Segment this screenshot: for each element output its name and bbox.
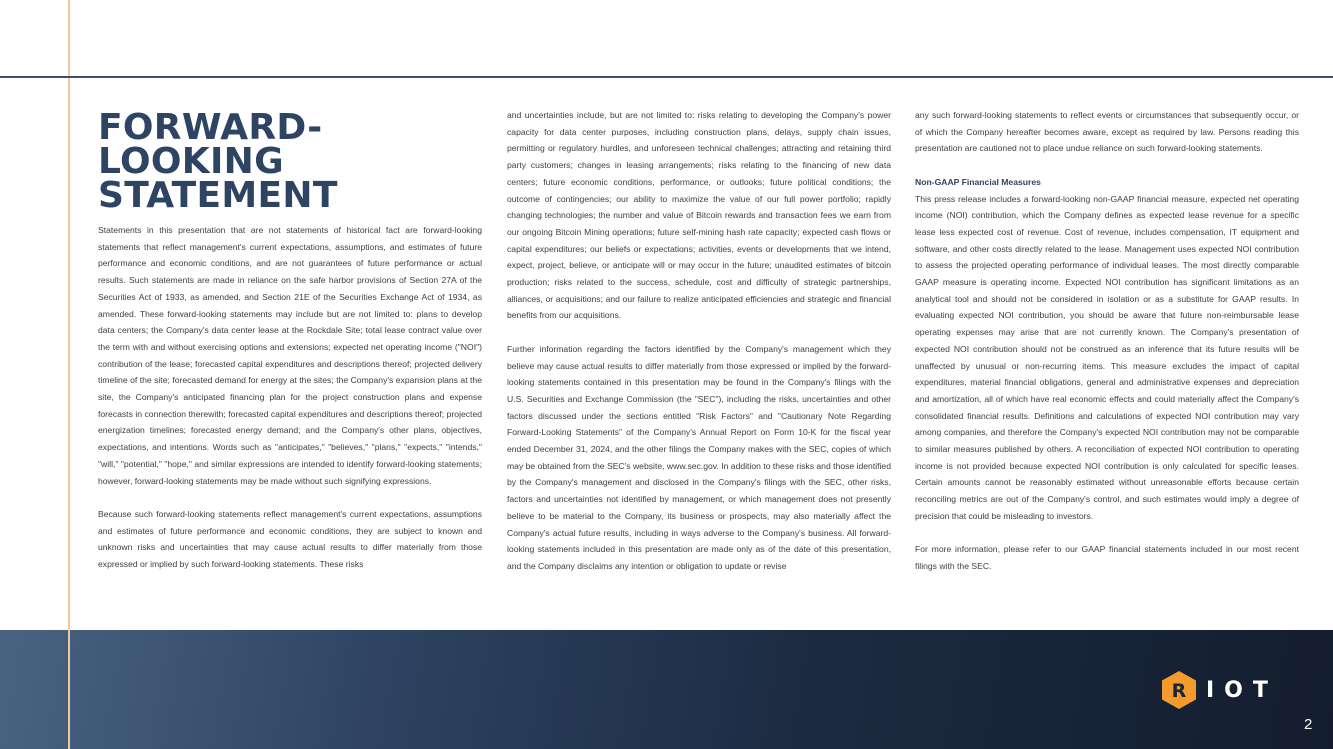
footer-band: [0, 630, 1333, 749]
paragraph-more-information: For more information, please refer to our GAAP financial statements included in our most recent filings with the SEC.: [915, 544, 1299, 571]
text-column-2: [507, 107, 891, 591]
logo-wordmark: IOT: [1206, 677, 1278, 703]
logo-mark-letter: R: [1171, 680, 1187, 702]
paragraph-non-gaap: This press release includes a forward-looking non-GAAP financial measure, expected net operating income (NOI) contribution, which the Company defines as expected lease revenue for a specific lease less expected cost of revenue. Cost of revenue, includes compensation, IT equipment and software, and other costs directly related to the lease. Management uses expected NOI contribution to assess the projected operating performance of individual leases. The most directly comparable GAAP measure is operating income. Expected NOI contribution has significant limitations as an analytical tool and should not be considered in isolation or as a substitute for GAAP results. In evaluating expected NOI contribution, you should be aware that future non-reimbursable lease operating expenses may arise that are not currently known. The Company's presentation of expected NOI contribution should not be construed as an inference that its future results will be unaffected by unusual or non-recurring items. This measure excludes the impact of capital expenditures, material financial obligations, general and administrative expenses and depreciation and amortization, all of which have real economic effects and could materially affect the Company's consolidated financial results. Definitions and calculations of expected NOI contribution may vary among companies, and therefore the Company's expected NOI contribution may not be comparable to similar measures published by others. A reconciliation of expected NOI contribution to operating income is not provided because expected NOI contribution is only calculated for specific leases. Certain amounts cannot be reasonably estimated without unreasonable efforts because certain reconciling metrics are out of the Company's control, and such estimates would imply a degree of precision that could be misleading to investors.: [915, 193, 1299, 521]
page-title: [98, 107, 398, 216]
paragraph-update-disclaimer: any such forward-looking statements to reflect events or circumstances that subsequently occur, or of which the Company hereafter becomes aware, except as required by law. Persons reading this presentation are cautioned not to place undue reliance on such forward-looking statements.: [915, 110, 1299, 154]
paragraph-forward-looking-intro: Statements in this presentation that are not statements of historical fact are forward-looking statements that reflect management's current expectations, assumptions, and estimates of future performance and economic conditions, and are not guarantees of future performance or actual results. Such statements are made in reliance on the safe harbor provisions of Section 27A of the Securities Act of 1933, as amended, and Section 21E of the Securities Exchange Act of 1934, as amended. These forward-looking statements may include but are not limited to: plans to develop data centers; the Company's data center lease at the Rockdale Site; total lease contract value over the term with and without exercising options and extensions; expected net operating income ("NOI") contribution of the lease; forecasted capital expenditures and descriptions thereof; projected delivery timeline of the site; forecasted demand for energy at the sites; the Company's expansion plans at the site, the Company's anticipated financing plan for the project construction plans and expense forecasts in connection therewith; forecasted capital expenditures and descriptions thereof; projected energization timelines; forecasted energy demand; and the Company's other plans, objectives, expectations, and intentions. Words such as "anticipates," "believes," "plans," "expects," "intends," "will," "potential," "hope," and similar expressions are intended to identify forward-looking statements; however, forward-looking statements may be made without such signifying expressions.: [98, 225, 482, 486]
paragraph-further-information: Further information regarding the factors identified by the Company's management which they believe may cause actual results to differ materially from those expressed or implied by the forward-looking statements contained in this presentation may be found in the Company's filings with the U.S. Securities and Exchange Commission (the "SEC"), including the risks, uncertainties and other factors discussed under the sections entitled "Risk Factors" and "Cautionary Note Regarding Forward-Looking Statements" of the Company's Annual Report on Form 10-K for the fiscal year ended December 31, 2024, and the other filings the Company makes with the SEC, copies of which may be obtained from the SEC's website, www.sec.gov. In addition to these risks and those identified by the Company's management and disclosed in the Company's filings with the SEC, other risks, factors and uncertainties not identified by management, or which management does not presently believe to be material to the Company, its business or prospects, may also materially affect the Company's actual future results, including in ways adverse to the Company's business. All forward-looking statements included in this presentation are made only as of the date of this presentation, and the Company disclaims any intention or obligation to update or revise: [507, 343, 891, 571]
non-gaap-heading: Non-GAAP Financial Measures: [915, 176, 1041, 187]
riot-hexagon-logo-icon: [1160, 670, 1198, 710]
accent-vertical-line: [68, 0, 70, 749]
page-number: 2: [1304, 716, 1313, 733]
text-column-3: [915, 107, 1299, 591]
title-line-2: LOOKING: [98, 141, 284, 182]
paragraph-risk-factors: and uncertainties include, but are not limited to: risks relating to developing the Company's power capacity for data center purposes, including construction plans, delays, supply chain issues, permitting or regulatory hurdles, and unforeseen technical challenges; attracting and retaining third party customers; changes in leasing arrangements; risks relating to the financing of new data centers; future economic conditions, performance, or outlooks; future political conditions; the outcome of contingencies; our ability to maximize the value of our full power portfolio; rapidly changing technologies; the number and value of Bitcoin rewards and transaction fees we earn from our ongoing Bitcoin Mining operations; future self-mining hash rate capacity; expected cash flows or capital expenditures; our beliefs or expectations; activities, events or developments that we intend, expect, project, believe, or anticipate will or may occur in the future; unaudited estimates of bitcoin production; risks related to the success, schedule, cost and difficulty of strategic partnerships, alliances, or acquisitions; and our failure to realize anticipated efficiencies and strategic and financial benefits from our acquisitions.: [507, 110, 891, 321]
title-line-3: STATEMENT: [98, 175, 338, 216]
title-line-1: FORWARD-: [98, 107, 323, 148]
text-column-1: [98, 222, 482, 589]
header-rule: [0, 76, 1333, 78]
paragraph-risks-intro: Because such forward-looking statements reflect management's current expectations, assumptions and estimates of future performance and economic conditions, they are subject to known and unknown risks and uncertainties that may cause actual results to differ materially from those expressed or implied by such forward-looking statements. These risks: [98, 508, 482, 570]
riot-logo: [1160, 670, 1280, 710]
